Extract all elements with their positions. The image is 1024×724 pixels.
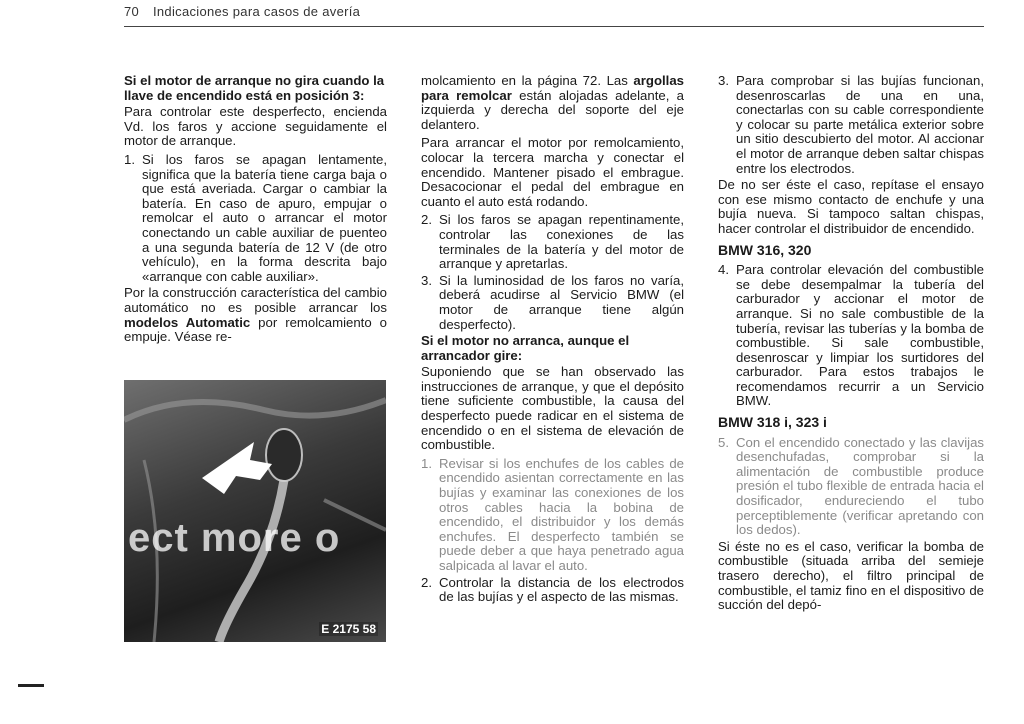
list-item [421, 576, 684, 605]
spark-plug-note: De no ser éste el caso, repítase el ensayo con ese mismo contacto de enchufe y una bujía nueva. Si tampoco saltan chispas, hacer controlar el distribuidor de encendido. [718, 177, 984, 236]
item-number: 4. [718, 262, 729, 278]
item-text: Con el encendido conectado y las clavijas desenchufadas, comprobar si la alimentación de combustible produce presión el tubo flexible de entrada hacia el dosificador, endureciendo el tubo perceptiblemente (verificar apretando con los dedos). [736, 434, 984, 538]
column-2 [421, 74, 684, 607]
model-subheading: BMW 318 i, 323 i [718, 414, 827, 431]
item-text: Para comprobar si las bujías funcionan, desenroscarlas de una en una, conectarlas con su cable correspondiente y colocar su parte metálica exterior sobre un sitio descubierto del motor. Al accionar el motor de arranque deben saltar chispas entre los electrodos. [736, 73, 984, 176]
fuel-pump-note: Si éste no es el caso, verificar la bomba de combustible (situada arriba del semieje trasero derecho), el filtro principal de combustible, el tamiz fino en el dispositivo de succión del depó- [718, 538, 984, 613]
item-text: Si los faros se apagan repentinamente, controlar las conexiones de las terminales de la batería y del motor de arranque y apretarlas. [439, 212, 684, 272]
margin-mark [18, 684, 44, 687]
column-3 [718, 74, 984, 617]
item-number: 3. [718, 73, 729, 88]
towing-instructions: Para arrancar el motor por remolcamiento, colocar la tercera marcha y conectar el encendido. Mantener pisado el embrague. Desacocionar el pedal del embrague en cuanto el auto está rodando. [421, 135, 684, 209]
header-rule [124, 26, 984, 27]
item-text: Revisar si los enchufes de los cables de encendido asientan correctamente en las bujías y examinar las conexiones de los otros cables hacia la bobina de encendido, el distribuidor y los demás enchufes. El desperfecto también se puede deber a que haya penetrado agua salpicada al lavar el auto. [439, 455, 684, 573]
item-text: Para controlar elevación del combustible se debe desempalmar la tubería del carburador y accionar el motor de arranque. Si no sale combustible de la tubería, revisar las tuberías y la bomba de combustible. Si sale combustible, desenroscar y limpiar los surtidores del carburador. Para estos trabajos le recomendamos recurrir a un Servicio BMW. [736, 262, 984, 409]
page-number: 70 [124, 4, 140, 19]
column-1 [124, 74, 387, 349]
automatic-models-bold: modelos Automatic [124, 314, 251, 330]
list-item [421, 213, 684, 271]
item-text: Controlar la distancia de los electrodos de las bujías y el aspecto de las mismas. [439, 574, 684, 605]
towing-paragraph: molcamiento en la página 72. Las argollas para remolcar están alojadas adelante, a izquierda y derecha del soporte del eje delantero. [421, 73, 684, 132]
list-item [718, 263, 984, 409]
item-number: 2. [421, 574, 432, 590]
item-text: Si los faros se apagan lentamente, significa que la batería tiene carga baja o que está averiada. Cargar o cambiar la batería. En caso de apuro, empujar o remolcar el auto o arrancar el motor conectando un cable auxiliar de puenteo a una segunda batería de 12 V (de otro vehículo), en la forma descrita bajo «arranque con cable auxiliar». [142, 151, 387, 284]
engine-photo [124, 380, 386, 642]
section-heading-starter: Si el motor de arranque no gira cuando la llave de encendido está en posición 3: [124, 73, 385, 103]
intro-paragraph: Para controlar este desperfecto, encienda Vd. los faros y accione seguidamente el motor de arranque. [124, 104, 387, 149]
engine-intro: Suponiendo que se han observado las instrucciones de arranque, y que el depósito tiene suficiente combustible, la causa del desperfecto puede radicar en el sistema de encendido o en el sistema de elevación de combustible. [421, 364, 684, 453]
item-number: 1. [124, 151, 135, 167]
list-item [421, 274, 684, 332]
figure-code: E 2175 58 [321, 622, 376, 636]
item-number: 5. [718, 434, 729, 450]
towing-rings-bold: argollas para remolcar [421, 73, 684, 103]
arrow-icon [202, 442, 272, 494]
item-number: 3. [421, 272, 432, 288]
page-title: Indicaciones para casos de avería [152, 4, 361, 19]
list-item [718, 74, 984, 176]
item-number: 1. [421, 455, 432, 471]
list-item [421, 457, 684, 574]
list-item [124, 153, 387, 284]
list-item [718, 436, 984, 538]
item-text: Si la luminosidad de los faros no varía, deberá acudirse al Servicio BMW (el motor de arranque tiene algún desperfecto). [439, 272, 684, 332]
section-heading-engine: Si el motor no arranca, aunque el arrancador gire: [421, 333, 630, 363]
automatic-note: Por la construcción característica del cambio automático no es posible arrancar los modelos Automatic por remolcamiento o empuje. Véase re- [124, 285, 387, 345]
item-number: 2. [421, 212, 432, 228]
watermark-text: ect more o [128, 516, 341, 560]
engine-illustration [124, 380, 386, 642]
page-header [124, 4, 984, 22]
model-subheading: BMW 316, 320 [718, 241, 812, 258]
